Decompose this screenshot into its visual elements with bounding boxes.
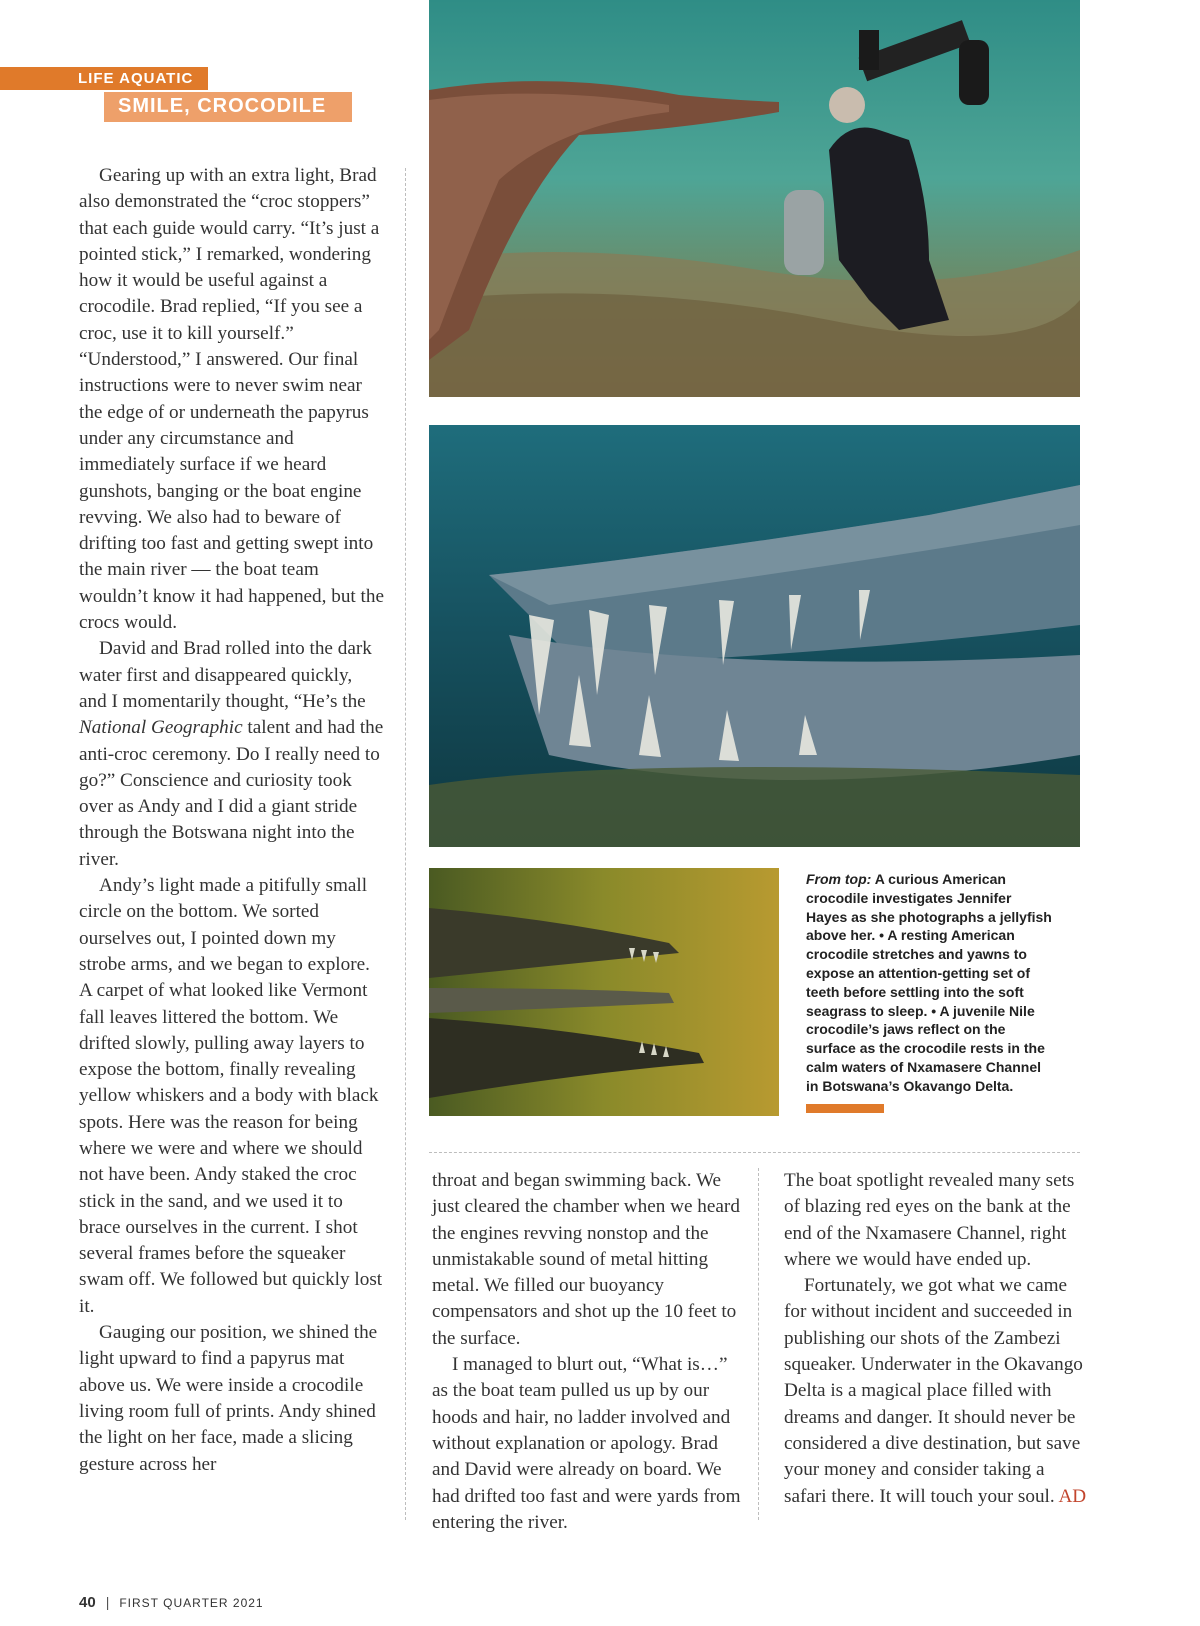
text-column-left — [79, 163, 384, 1478]
column-divider — [758, 1168, 759, 1520]
section-label: LIFE AQUATIC — [78, 70, 194, 87]
page-footer — [79, 1594, 264, 1611]
photo-crocodile-and-diver — [429, 0, 1080, 397]
paragraph: I managed to blurt out, “What is…” as the boat team pulled us up by our hoods and hair, no ladder involved and without explanation or apology. Brad and David were already on board. We had drifted too fast and were yards from entering the river. — [432, 1354, 741, 1533]
story-title-tag — [104, 92, 352, 122]
paragraph: Fortunately, we got what we came for without incident and succeeded in publishing our shots of the Zambezi squeaker. Underwater in the Okavango Delta is a magical place filled with dreams and danger. It should never be considered a dive destination, but save your money and consider taking a safari there. It will touch your soul. AD — [784, 1275, 1087, 1507]
section-tag — [0, 67, 208, 90]
paragraph: The boat spotlight revealed many sets of blazing red eyes on the bank at the end of the Nxamasere Channel, right where we would have ended up. — [784, 1170, 1075, 1270]
paragraph: Gauging our position, we shined the light upward to find a papyrus mat above us. We were inside a crocodile living room full of prints. Andy shined the light on her face, made a slicing gesture across her — [79, 1322, 378, 1475]
text-column-middle — [432, 1168, 742, 1536]
section-divider — [429, 1152, 1080, 1153]
paragraph: Andy’s light made a pitifully small circle on the bottom. We sorted ourselves out, I pointed down my strobe arms, and we began to explore. A carpet of what looked like Vermont fall leaves littered the bottom. We drifted slowly, pulling away layers to expose the bottom, finally revealing yellow whiskers and a body with black spots. Here was the reason for being where we were and where we should not have been. Andy staked the croc stick in the sand, and we used it to brace ourselves in the current. I shot several frames before the squeaker swam off. We followed but quickly lost it. — [79, 875, 383, 1317]
text-column-right — [784, 1168, 1089, 1510]
photo-juvenile-crocodile — [429, 868, 779, 1116]
photo-caption — [806, 870, 1056, 1096]
photo-crocodile-teeth — [429, 425, 1080, 847]
end-mark: AD — [1058, 1485, 1087, 1507]
story-title: SMILE, CROCODILE — [118, 95, 327, 117]
caption-text: A curious American crocodile investigates Jennifer Hayes as she photographs a jellyfish above her. • A resting American crocodile stretches and yawns to expose an attention-getting set of teeth before settling into the soft seagrass to sleep. • A juvenile Nile crocodile’s jaws reflect on the surface as the crocodile rests in the calm waters of Nxamasere Channel in Botswana’s Okavango Delta. — [806, 871, 1052, 1094]
paragraph: throat and began swimming back. We just cleared the chamber when we heard the engines revving nonstop and the unmistakable sound of metal hitting metal. We filled our buoyancy compensators and shot up the 10 feet to the surface. — [432, 1170, 740, 1349]
caption-lead: From top: — [806, 871, 872, 887]
page-number: 40 — [79, 1594, 96, 1611]
footer-separator: | — [105, 1594, 110, 1610]
column-divider — [405, 168, 406, 1520]
publication-issue: FIRST QUARTER 2021 — [119, 1596, 264, 1610]
caption-accent-bar — [806, 1104, 884, 1113]
publication-name: National Geographic — [79, 717, 243, 739]
paragraph: Gearing up with an extra light, Brad also demonstrated the “croc stoppers” that each guide would carry. “It’s just a pointed stick,” I remarked, wondering how it would be useful against a crocodile. Brad replied, “If you see a croc, use it to kill yourself.” “Understood,” I answered. Our final instructions were to never swim near the edge of or underneath the papyrus under any circumstance and immediately surface if we heard gunshots, banging or the boat engine revving. We also had to beware of drifting too fast and getting swept into the main river — the boat team wouldn’t know it had happened, but the crocs would. — [79, 165, 384, 634]
paragraph: David and Brad rolled into the dark water first and disappeared quickly, and I momentarily thought, “He’s the National Geographic talent and had the anti-croc ceremony. Do I really need to go?” Conscience and curiosity took over as Andy and I did a giant stride through the Botswana night into the river. — [79, 638, 384, 870]
